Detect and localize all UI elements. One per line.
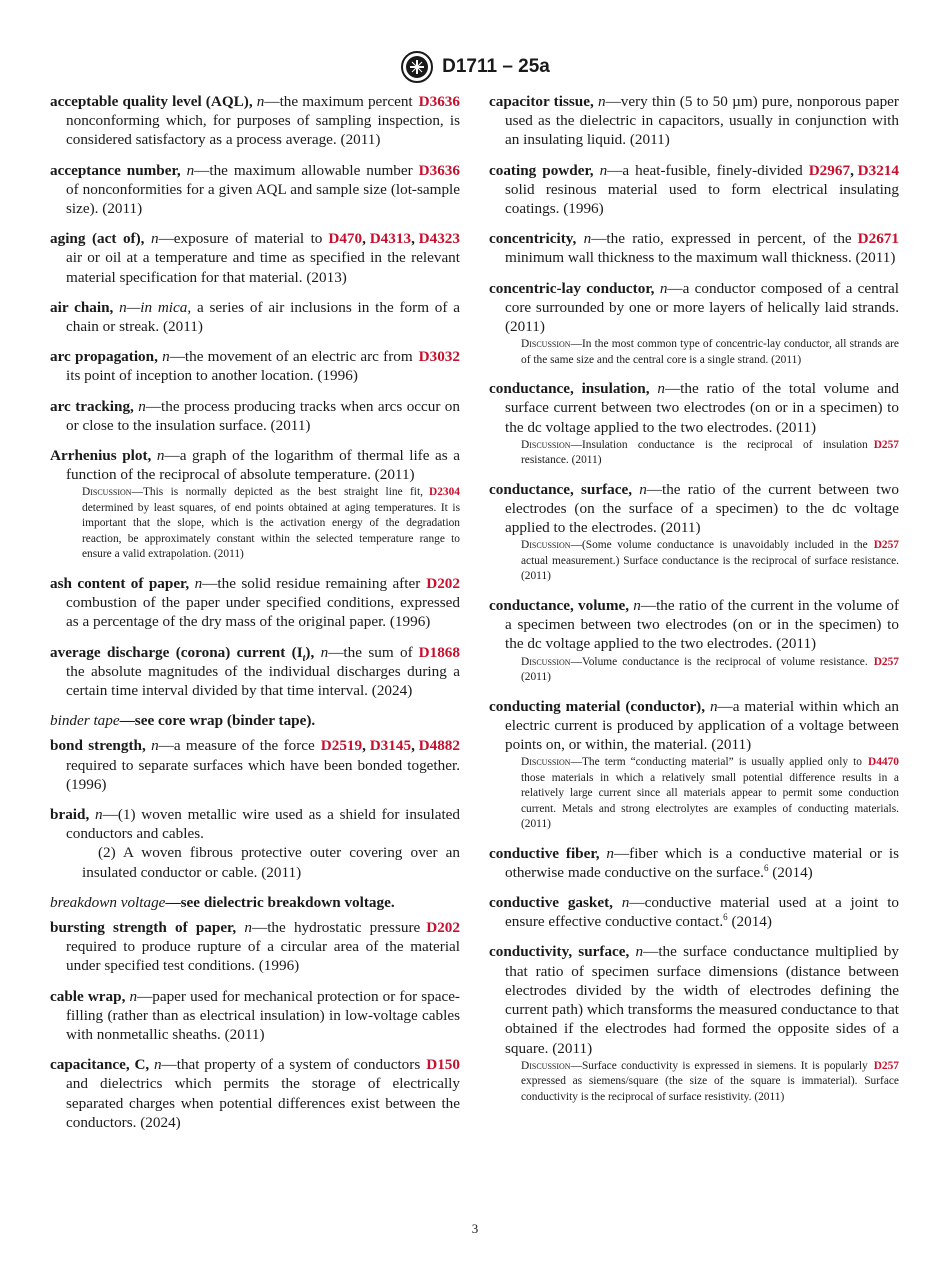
glossary-entry (489, 596, 899, 686)
standard-references (868, 755, 899, 771)
glossary-entry (50, 643, 460, 701)
standard-references (874, 538, 899, 554)
glossary-entry (50, 1055, 460, 1132)
standard-reference-link[interactable]: D257 (873, 438, 899, 451)
discussion-text: —Surface conductivity is expressed in siemens. It is popularly expressed as siemens/square (the size of the square is immaterial). Surface conductivity is the reciprocal of surface resistivity. (2011) (521, 1059, 899, 1103)
part-of-speech: n (156, 447, 165, 465)
part-of-speech: n (606, 844, 614, 862)
discussion-note (489, 337, 899, 368)
glossary-entry (50, 347, 460, 385)
discussion-text: —(Some volume conductance is unavoidably included in the actual measurement.) Surface conductance is the reciprocal of surface resistance. (2011) (521, 539, 899, 583)
see-label: —see (165, 893, 204, 911)
standard-reference-link[interactable]: D470 (328, 230, 363, 248)
standard-reference-link[interactable]: D257 (873, 539, 899, 552)
part-of-speech: n (657, 380, 665, 398)
page-number: 3 (471, 1221, 479, 1236)
term-name: capacitor tissue, (489, 93, 594, 110)
discussion-text: —In the most common type of concentric-lay conductor, all strands are of the same size and the central core is a single strand. (2011) (521, 338, 899, 366)
term-name: conductivity, surface, (489, 943, 630, 961)
definition-text: —the ratio of the current in the volume of a specimen between two electrodes (on or in the specimen) to the dc voltage applied to the two electrodes. (2011) (505, 596, 900, 653)
part-of-speech: n (659, 279, 668, 297)
definition-text: —fiber which is a conductive material or is otherwise made conductive on the surface. (505, 844, 900, 881)
right-column (489, 92, 899, 1116)
glossary-entry (50, 711, 460, 730)
standard-reference-link[interactable]: D257 (873, 655, 899, 668)
standard-references (874, 438, 899, 454)
part-of-speech: n (151, 737, 159, 755)
term-name: bond strength, (50, 737, 146, 755)
glossary-entry (489, 92, 899, 150)
term-name: coating powder, (489, 161, 594, 179)
cross-reference-target[interactable]: dielectric breakdown voltage. (203, 893, 395, 911)
term-name: conductance, insulation, (489, 380, 650, 398)
standard-reference-link[interactable]: D3145 (369, 737, 412, 755)
definition-text: —a measure of the force required to separate surfaces which have been bonded together. (1996) (66, 737, 460, 793)
definition-text: —the sum of the absolute magnitudes of the individual discharges during a certain time interval divided by that time interval. (2024) (66, 643, 460, 699)
part-of-speech: n (709, 697, 718, 715)
term-name: cable wrap, (50, 987, 126, 1005)
left-column (50, 92, 460, 1143)
term-name: arc tracking, (50, 397, 134, 415)
footnote-marker[interactable]: 6 (723, 912, 728, 923)
standard-reference-link[interactable]: D1868 (418, 643, 460, 661)
standard-reference-link[interactable]: D4313 (369, 230, 412, 248)
discussion-label: Discussion (521, 655, 571, 668)
glossary-entry (50, 574, 460, 632)
definition-qualifier: —in mica (126, 298, 188, 316)
discussion-note (50, 485, 460, 563)
term-name: Arrhenius plot, (50, 447, 152, 465)
standard-references (419, 347, 460, 366)
term-name: air chain, (50, 298, 114, 316)
part-of-speech: n (95, 805, 103, 823)
discussion-text: —Insulation conductance is the reciprocal of insulation resistance. (2011) (521, 438, 868, 467)
part-of-speech: n (153, 1056, 162, 1074)
standard-reference-link[interactable]: D2671 (857, 230, 899, 248)
term-name: bursting strength of paper, (50, 919, 237, 936)
part-of-speech: n (119, 298, 127, 316)
definition-text: —very thin (5 to 50 µm) pure, nonporous paper used as the dielectric in capacitors, usually in conjunction with an insulating liquid. (2011) (505, 93, 899, 149)
term-name: concentricity, (489, 230, 577, 248)
discussion-note (489, 1059, 899, 1106)
definition-text: —the maximum percent nonconforming which, for purposes of sampling inspection, is considered satisfactory as a process average. (2011) (66, 93, 460, 149)
standard-reference-link[interactable]: D4470 (867, 756, 899, 769)
standard-reference-link[interactable]: D2967 (808, 161, 851, 179)
definition-text: —a graph of the logarithm of thermal life as a function of the reciprocal of absolute temperature. (2011) (66, 447, 460, 484)
part-of-speech: n (150, 230, 159, 248)
term-name-end: ), (305, 643, 315, 661)
glossary-entry (50, 736, 460, 794)
standard-reference-link[interactable]: D202 (426, 919, 460, 936)
definition-text: —the maximum allowable number of nonconformities for a given AQL and sample size (lot-sample size). (2011) (66, 161, 460, 218)
discussion-label: Discussion (82, 486, 132, 499)
term-name: braid, (50, 805, 90, 823)
definition-text: , a series of air inclusions in the form of a chain or streak. (2011) (66, 298, 460, 336)
term-name: conductance, volume, (489, 596, 630, 614)
discussion-label: Discussion (521, 1059, 571, 1072)
document-code: D1711 – 25a (442, 56, 550, 77)
term-name: conductive fiber, (489, 844, 600, 862)
term-name: capacitance, C, (50, 1056, 150, 1074)
standard-references: D470, D4313, D4323 (328, 230, 460, 248)
definition-text: —(1) woven metallic wire used as a shield for insulated conductors and cables. (66, 805, 460, 843)
definition-text: —the ratio, expressed in percent, of the minimum wall thickness to the maximum wall thickness. (2011) (505, 230, 896, 267)
definition-year: (2014) (727, 913, 772, 931)
definition-text: —a conductor composed of a central core surrounded by one or more layers of helically laid strands. (2011) (505, 279, 899, 336)
standard-reference-link[interactable]: D3032 (418, 348, 460, 366)
glossary-entry (50, 92, 460, 150)
glossary-entry (50, 893, 460, 912)
standard-reference-link[interactable]: D3636 (418, 161, 460, 179)
standard-references (419, 161, 460, 180)
discussion-text: —This is normally depicted as the best straight line fit, determined by least squares, of end points obtained at aging temperatures. It is important that the slope, which is the activation energy of the degradation reaction, be approximately constant within the selected temperature range to ensure a valid extrapolation. (2011) (82, 486, 460, 561)
glossary-entry (50, 161, 460, 219)
standard-reference-link[interactable]: D202 (426, 574, 460, 592)
part-of-speech: n (639, 480, 647, 498)
part-of-speech: n (129, 987, 138, 1005)
discussion-label: Discussion (521, 539, 571, 552)
discussion-text: —The term “conducting material” is usually applied only to those materials in which a relatively small potential difference results in a relatively large current since all materials appear to permit some conduction current. Metals and strong electrolytes are examples of conducting materials. (2011) (521, 756, 899, 831)
standard-references: D2519, D3145, D4882 (320, 737, 460, 755)
glossary-entry (489, 229, 899, 267)
part-of-speech: n (599, 161, 608, 179)
part-of-speech: n (633, 596, 641, 614)
glossary-entry (489, 379, 899, 469)
term-name: concentric-lay conductor, (489, 279, 655, 297)
glossary-entry (50, 298, 460, 336)
definition-text: —the ratio of the current between two electrodes (on the surface of a specimen) to the dc voltage applied to the electrodes. (2011) (505, 480, 899, 537)
part-of-speech: n (194, 574, 203, 592)
standard-references: D2967, D3214 (808, 161, 899, 179)
discussion-note (489, 755, 899, 833)
glossary-entry (489, 697, 899, 833)
standard-references (429, 485, 460, 501)
definition-text: —exposure of material to air or oil at a temperature and time as specified in the relevant material specification for that material. (2013) (66, 230, 460, 286)
term-name: conducting material (conductor), (489, 697, 706, 715)
definition-year: (2014) (768, 863, 813, 881)
cross-reference-target[interactable]: core wrap (binder tape). (158, 712, 316, 730)
standard-reference-link[interactable]: D3636 (418, 93, 460, 110)
term-name: conductive gasket, (489, 894, 613, 912)
standard-reference-link[interactable]: D4323 (418, 230, 460, 248)
standard-references (858, 229, 899, 248)
glossary-entry (489, 161, 899, 219)
astm-logo-icon (400, 50, 434, 84)
definition-text: —paper used for mechanical protection or for space-filling (rather than as electrical insulation) in low-voltage cables with nonmetallic sheaths. (2011) (66, 987, 460, 1044)
footnote-marker[interactable]: 6 (763, 862, 769, 873)
term-name: acceptance number, (50, 161, 181, 179)
definition-text: —the ratio of the total volume and surface current between two electrodes (on or in a specimen) to the dc voltage applied to the two electrodes. (2011) (505, 380, 900, 436)
part-of-speech: n (244, 919, 253, 936)
standard-references (874, 655, 899, 671)
glossary-entry (50, 987, 460, 1045)
part-of-speech: n (583, 230, 592, 248)
part-of-speech: n (138, 397, 146, 415)
term-name: average discharge (corona) current (I (50, 643, 303, 661)
discussion-label: Discussion (521, 338, 571, 351)
cross-reference-term: breakdown voltage (50, 893, 166, 911)
glossary-entry (489, 279, 899, 369)
standard-references (419, 92, 460, 111)
discussion-text: —Volume conductance is the reciprocal of volume resistance. (2011) (521, 655, 868, 684)
definition-second-sense: (2) A woven fibrous protective outer covering over an insulated conductor or cable. (2011) (82, 844, 460, 881)
standard-reference-link[interactable]: D4882 (418, 737, 460, 755)
part-of-speech: n (621, 894, 630, 912)
term-subscript: t (302, 652, 306, 664)
see-label: —see (119, 712, 158, 730)
definition-text: —a material within which an electric current is produced by application of a voltage between points on, or within, the material. (2011) (505, 697, 900, 753)
part-of-speech: n (256, 93, 265, 110)
discussion-label: Discussion (521, 438, 571, 451)
discussion-note (489, 538, 899, 585)
term-name: acceptable quality level (AQL), (50, 93, 253, 110)
part-of-speech: n (186, 161, 195, 179)
discussion-note (489, 655, 899, 686)
term-name: aging (act of), (50, 230, 145, 248)
definition-text: —the hydrostatic pressure required to produce rupture of a circular area of the material under specified test conditions. (1996) (66, 919, 460, 975)
standard-references (426, 574, 460, 593)
glossary-entry (489, 942, 899, 1105)
glossary-entry (50, 805, 460, 882)
definition-text: —a heat-fusible, finely-divided solid resinous material used to form electrical insulating coatings. (1996) (505, 161, 899, 218)
standard-reference-link[interactable]: D257 (873, 1059, 899, 1072)
glossary-entry (489, 480, 899, 585)
discussion-note (489, 438, 899, 469)
term-name: arc propagation, (50, 348, 158, 366)
definition-text: —that property of a system of conductors and dielectrics which permits the storage of electrically separated charges when potential differences exist between the conductors. (2024) (66, 1056, 460, 1131)
standard-reference-link[interactable]: D3214 (857, 161, 899, 179)
standard-reference-link[interactable]: D2304 (428, 486, 460, 499)
glossary-entry (50, 229, 460, 287)
term-name: ash content of paper, (50, 574, 190, 592)
standard-references (426, 1055, 460, 1074)
definition-text: —the process producing tracks when arcs occur on or close to the insulation surface. (2011) (66, 397, 460, 434)
definition-text: —conductive material used at a joint to ensure effective conductive contact. (505, 894, 900, 931)
glossary-entry (50, 397, 460, 435)
page-header (0, 50, 950, 84)
standard-references (419, 643, 460, 662)
standard-references (426, 918, 460, 937)
definition-text: —the solid residue remaining after combustion of the paper under specified conditions, expressed as a percentage of the dry mass of the original paper. (1996) (66, 574, 460, 631)
glossary-entry (50, 918, 460, 976)
definition-text: —the surface conductance multiplied by that ratio of specimen surface dimensions (distance between electrodes divided by the width of electrodes defining the current path) which transforms the measured conductance to that obtained if the electrodes had formed the opposite sides of a square. (2011) (505, 943, 899, 1057)
part-of-speech: n (597, 93, 606, 110)
term-name: conductance, surface, (489, 480, 632, 498)
standard-reference-link[interactable]: D150 (426, 1056, 460, 1074)
part-of-speech: n (162, 348, 170, 366)
glossary-entry (489, 893, 899, 931)
part-of-speech: n (635, 943, 644, 961)
glossary-entry (50, 446, 460, 563)
standard-reference-link[interactable]: D2519 (320, 737, 363, 755)
cross-reference-term: binder tape (50, 712, 120, 730)
discussion-label: Discussion (521, 756, 571, 769)
definition-text: —the movement of an electric arc from its point of inception to another location. (1996) (66, 348, 413, 385)
part-of-speech: n (320, 643, 329, 661)
glossary-entry (489, 844, 899, 882)
standard-references (874, 1059, 899, 1075)
